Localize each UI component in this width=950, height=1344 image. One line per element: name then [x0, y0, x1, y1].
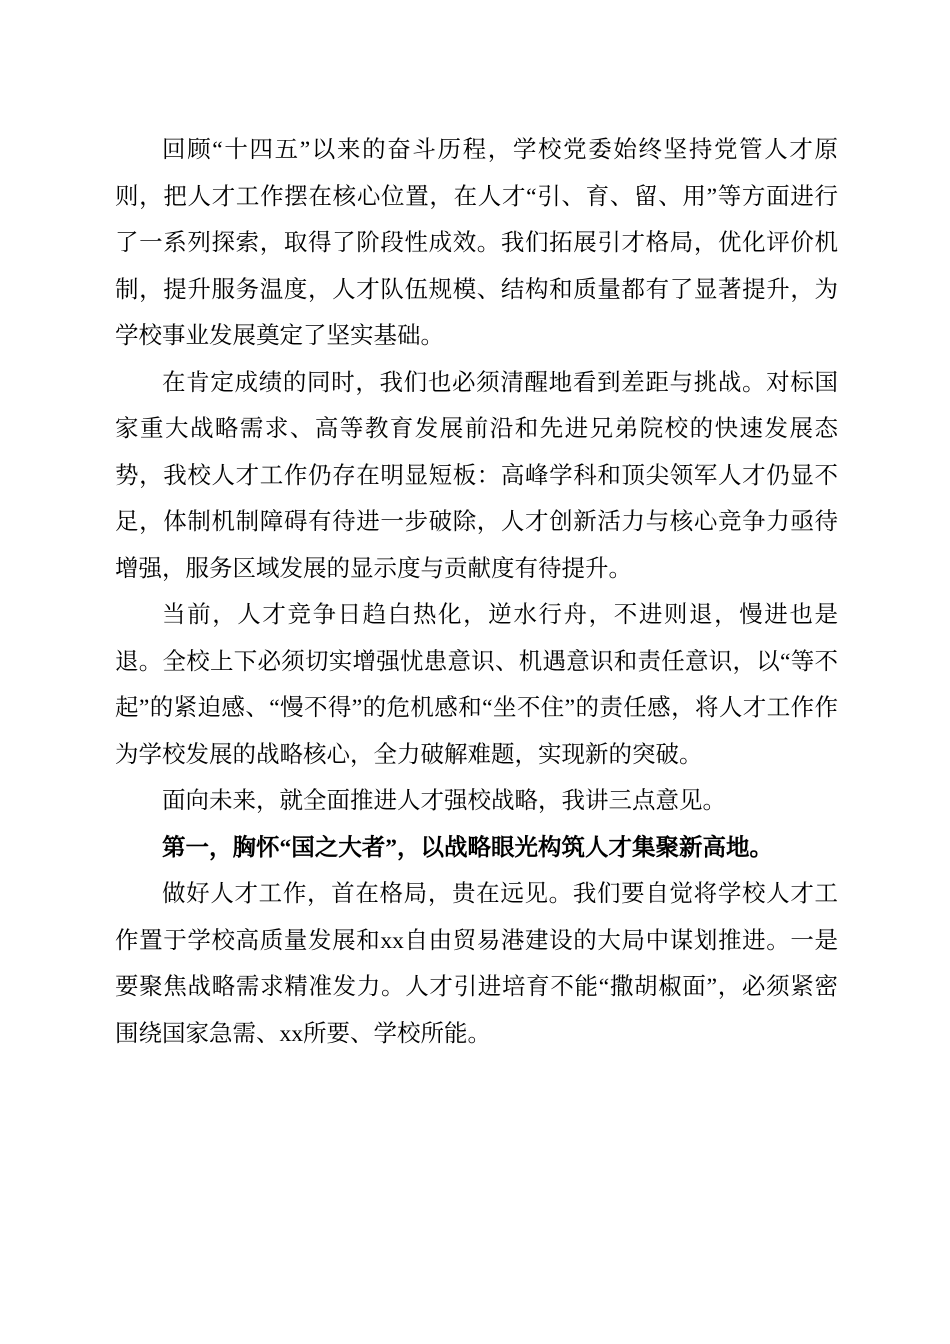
- paragraph: 回顾“十四五”以来的奋斗历程，学校党委始终坚持党管人才原则，把人才工作摆在核心位置，在人才“引、育、留、用”等方面进行了一系列探索，取得了阶段性成效。我们拓展引才格局，优化评价机制，提升服务温度，人才队伍规模、结构和质量都有了显著提升，为学校事业发展奠定了坚实基础。: [115, 137, 838, 349]
- paragraph: 在肯定成绩的同时，我们也必须清醒地看到差距与挑战。对标国家重大战略需求、高等教育发展前沿和先进兄弟院校的快速发展态势，我校人才工作仍存在明显短板：高峰学科和顶尖领军人才仍显不足，体制机制障碍有待进一步破除，人才创新活力与核心竞争力亟待增强，服务区域发展的显示度与贡献度有待提升。: [115, 369, 838, 582]
- paragraph: 做好人才工作，首在格局，贵在远见。我们要自觉将学校人才工作置于学校高质量发展和xx自由贸易港建设的大局中谋划推进。一是要聚焦战略需求精准发力。人才引进培育不能“撒胡椒面”，必须紧密围绕国家急需、xx所要、学校所能。: [115, 881, 838, 1047]
- paragraph: 当前，人才竞争日趋白热化，逆水行舟，不进则退，慢进也是退。全校上下必须切实增强忧患意识、机遇意识和责任意识，以“等不起”的紧迫感、“慢不得”的危机感和“坐不住”的责任感，将人才工作作为学校发展的战略核心，全力破解难题，实现新的突破。: [115, 602, 838, 768]
- document-body: [115, 127, 838, 1057]
- paragraph: 面向未来，就全面推进人才强校战略，我讲三点意见。: [162, 788, 726, 814]
- paragraph: 第一，胸怀“国之大者”，以战略眼光构筑人才集聚新高地。: [162, 834, 773, 861]
